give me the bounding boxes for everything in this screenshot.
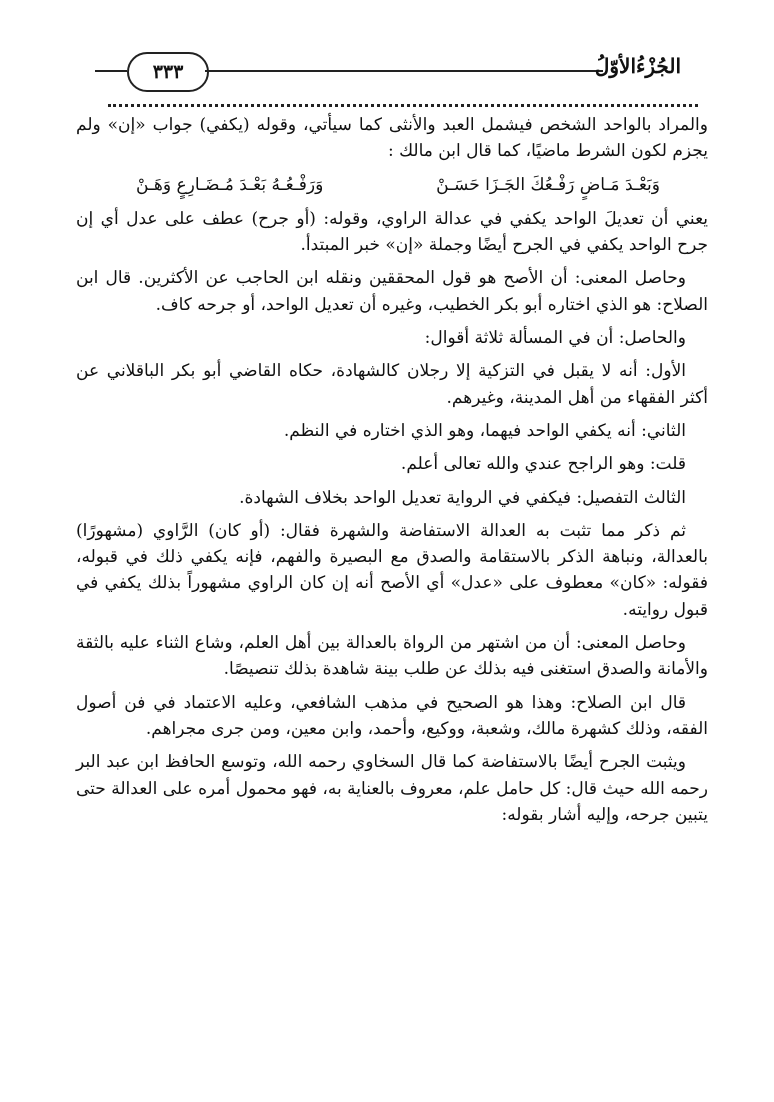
page-number-badge	[127, 52, 209, 92]
verse-second-hemistich: وَرَفْـعُـهُ بَعْـدَ مُـضَـارِعٍ وَهَـنْ	[136, 174, 324, 195]
verse-line	[136, 172, 660, 198]
paragraph-1: والمراد بالواحد الشخص فيشمل العبد والأنثى كما سيأتي، وقوله (يكفي) جواب «إن» ولم يجزم لكون الشرط ماضيًا، كما قال ابن مالك :	[76, 115, 708, 162]
paragraph-11: قال ابن الصلاح: وهذا هو الصحيح في مذهب الشافعي، وعليه الاعتماد في فن أصول الفقه، وذلك كشهرة مالك، وشعبة، ووكيع، وأحمد، وابن معين، ومن جرى مجراهم.	[76, 692, 708, 739]
paragraph-4: والحاصل: أن في المسألة ثلاثة أقوال:	[424, 328, 686, 349]
header-rule-left	[95, 70, 127, 72]
running-title: الجُزْءُالأوّلُ	[594, 54, 681, 78]
dotted-separator	[108, 104, 698, 107]
page-number: ٣٣٣	[152, 61, 184, 83]
page-body	[76, 112, 708, 835]
paragraph-10: وحاصل المعنى: أن من اشتهر من الرواة بالعدالة بين أهل العلم، وشاع الثناء عليه بالثقة والأمانة والصدق استغنى فيه بذلك عن طلب بينة شاهدة بذلك تنصيصًا.	[76, 633, 708, 680]
page-header	[95, 52, 695, 92]
header-rule-right	[205, 70, 603, 72]
paragraph-8: الثالث التفصيل: فيكفي في الرواية تعديل الواحد بخلاف الشهادة.	[239, 487, 686, 508]
paragraph-3: وحاصل المعنى: أن الأصح هو قول المحققين ونقله ابن الحاجب عن الأكثرين. قال ابن الصلاح: هو الذي اختاره أبو بكر الخطيب، وغيره أن تعديل الواحد، أو جرحه كاف.	[76, 268, 708, 315]
paragraph-7: قلت: وهو الراجح عندي والله تعالى أعلم.	[400, 454, 686, 475]
paragraph-12: ويثبت الجرح أيضًا بالاستفاضة كما قال السخاوي رحمه الله، وتوسع الحافظ ابن عبد البر رحمه الله حيث قال: كل حامل علم، معروف بالعناية به، فهو محمول أمره على العدالة حتى يتبين جرحه، وإليه أشار بقوله:	[76, 752, 708, 825]
paragraph-2: يعني أن تعديلَ الواحد يكفي في عدالة الراوي، وقوله: (أو جرح) عطف على عدل أي إن جرح الواحد يكفي في الجرح أيضًا وجملة «إن» خبر المبتدأ.	[76, 208, 708, 256]
paragraph-5: الأول: أنه لا يقبل في التزكية إلا رجلان كالشهادة، حكاه القاضي أبو بكر الباقلاني عن أكثر الفقهاء من أهل المدينة، وغيرهم.	[76, 361, 708, 408]
paragraph-9: ثم ذكر مما تثبت به العدالة الاستفاضة والشهرة فقال: (أو كان) الرَّاوي (مشهورًا) بالعدالة، ونباهة الذكر بالاستقامة والصدق مع البصيرة والفهم، فإنه يكفي ذلك في قبوله، فقوله: «كان» معطوف على «عدل» أي الأصح أنه إن كان الراوي مشهوراً بذلك يكفي في قبول روايته.	[76, 520, 708, 620]
verse-first-hemistich: وَبَعْـدَ مَـاضٍ رَفْـعُكَ الجَـزَا حَسَـنْ	[436, 174, 660, 195]
paragraph-6: الثاني: أنه يكفي الواحد فيهما، وهو الذي اختاره في النظم.	[283, 420, 686, 441]
